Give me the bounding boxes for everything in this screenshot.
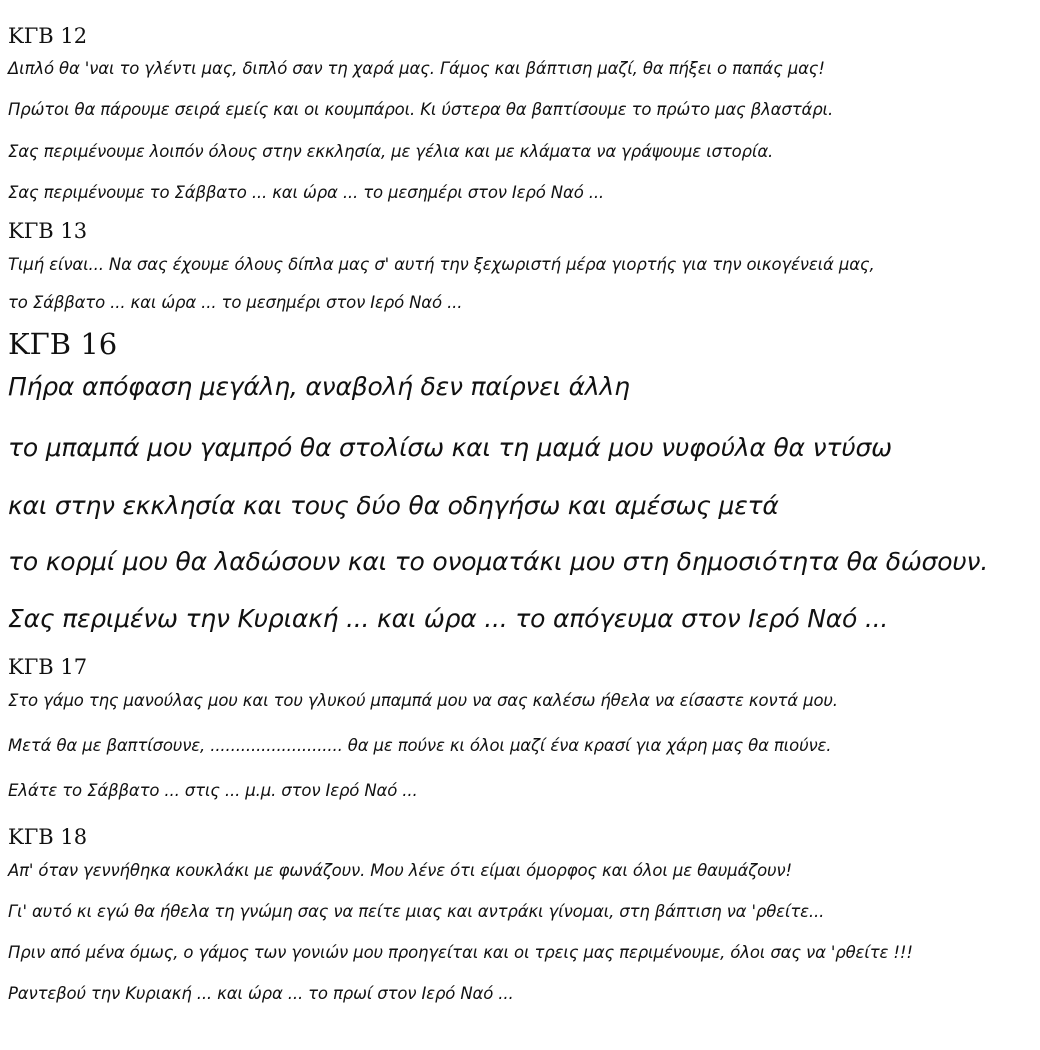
text-line: Ελάτε το Σάββατο ... στις ... μ.μ. στον Ιερό Ναό ...: [8, 781, 418, 800]
text-line: το μπαμπά μου γαμπρό θα στολίσω και τη μαμά μου νυφούλα θα ντύσω: [8, 433, 892, 462]
text-line: Διπλό θα 'ναι το γλέντι μας, διπλό σαν τη χαρά μας. Γάμος και βάπτιση μαζί, θα πήξει ο παπάς μας!: [8, 59, 825, 78]
text-line: Ραντεβού την Κυριακή ... και ώρα ... το πρωί στον Ιερό Ναό ...: [8, 984, 514, 1003]
section-code: ΚΓΒ 17: [8, 655, 88, 679]
section-kgv-12: [8, 26, 1036, 216]
section-kgv-18: [8, 827, 1036, 1017]
text-line: το κορμί μου θα λαδώσουν και το ονοματάκι μου στη δημοσιότητα θα δώσουν.: [8, 547, 989, 576]
text-line: Τιμή είναι... Να σας έχουμε όλους δίπλα μας σ' αυτή την ξεχωριστή μέρα γιορτής για την οικογένειά μας,: [8, 255, 875, 274]
text-line: Γι' αυτό κι εγώ θα ήθελα τη γνώμη σας να πείτε μιας και αντράκι γίνομαι, στη βάπτιση να 'ρθείτε...: [8, 902, 825, 921]
section-code: ΚΓΒ 13: [8, 219, 88, 243]
text-line: Απ' όταν γεννήθηκα κουκλάκι με φωνάζουν. Μου λένε ότι είμαι όμορφος και όλοι με θαυμάζουν!: [8, 861, 792, 880]
text-line: Πρώτοι θα πάρουμε σειρά εμείς και οι κουμπάροι. Κι ύστερα θα βαπτίσουμε το πρώτο μας βλαστάρι.: [8, 100, 834, 119]
section-code: ΚΓΒ 16: [8, 327, 118, 361]
text-line: το Σάββατο ... και ώρα ... το μεσημέρι στον Ιερό Ναό ...: [8, 293, 463, 312]
text-line: Σας περιμένουμε το Σάββατο ... και ώρα ... το μεσημέρι στον Ιερό Ναό ...: [8, 183, 605, 202]
section-kgv-13: [8, 221, 1036, 321]
section-code: ΚΓΒ 18: [8, 825, 88, 849]
section-kgv-17: [8, 657, 1036, 817]
text-line: Σας περιμένουμε λοιπόν όλους στην εκκλησία, με γέλια και με κλάματα να γράψουμε ιστορία.: [8, 142, 774, 161]
text-line: Στο γάμο της μανούλας μου και του γλυκού μπαμπά μου να σας καλέσω ήθελα να είσαστε κοντά μου.: [8, 691, 838, 710]
section-code: ΚΓΒ 12: [8, 24, 88, 48]
text-line: Μετά θα με βαπτίσουνε, .......................... θα με πούνε κι όλοι μαζί ένα κρασί για χάρη μας θα πιούνε.: [8, 736, 832, 755]
text-line: Πριν από μένα όμως, ο γάμος των γονιών μου προηγείται και οι τρεις μας περιμένουμε, όλοι σας να 'ρθείτε !!!: [8, 943, 913, 962]
section-kgv-16: [8, 327, 1036, 640]
text-line: Σας περιμένω την Κυριακή ... και ώρα ... το απόγευμα στον Ιερό Ναό ...: [8, 604, 889, 633]
text-line: Πήρα απόφαση μεγάλη, αναβολή δεν παίρνει άλλη: [8, 372, 630, 401]
text-line: και στην εκκλησία και τους δύο θα οδηγήσω και αμέσως μετά: [8, 491, 779, 520]
